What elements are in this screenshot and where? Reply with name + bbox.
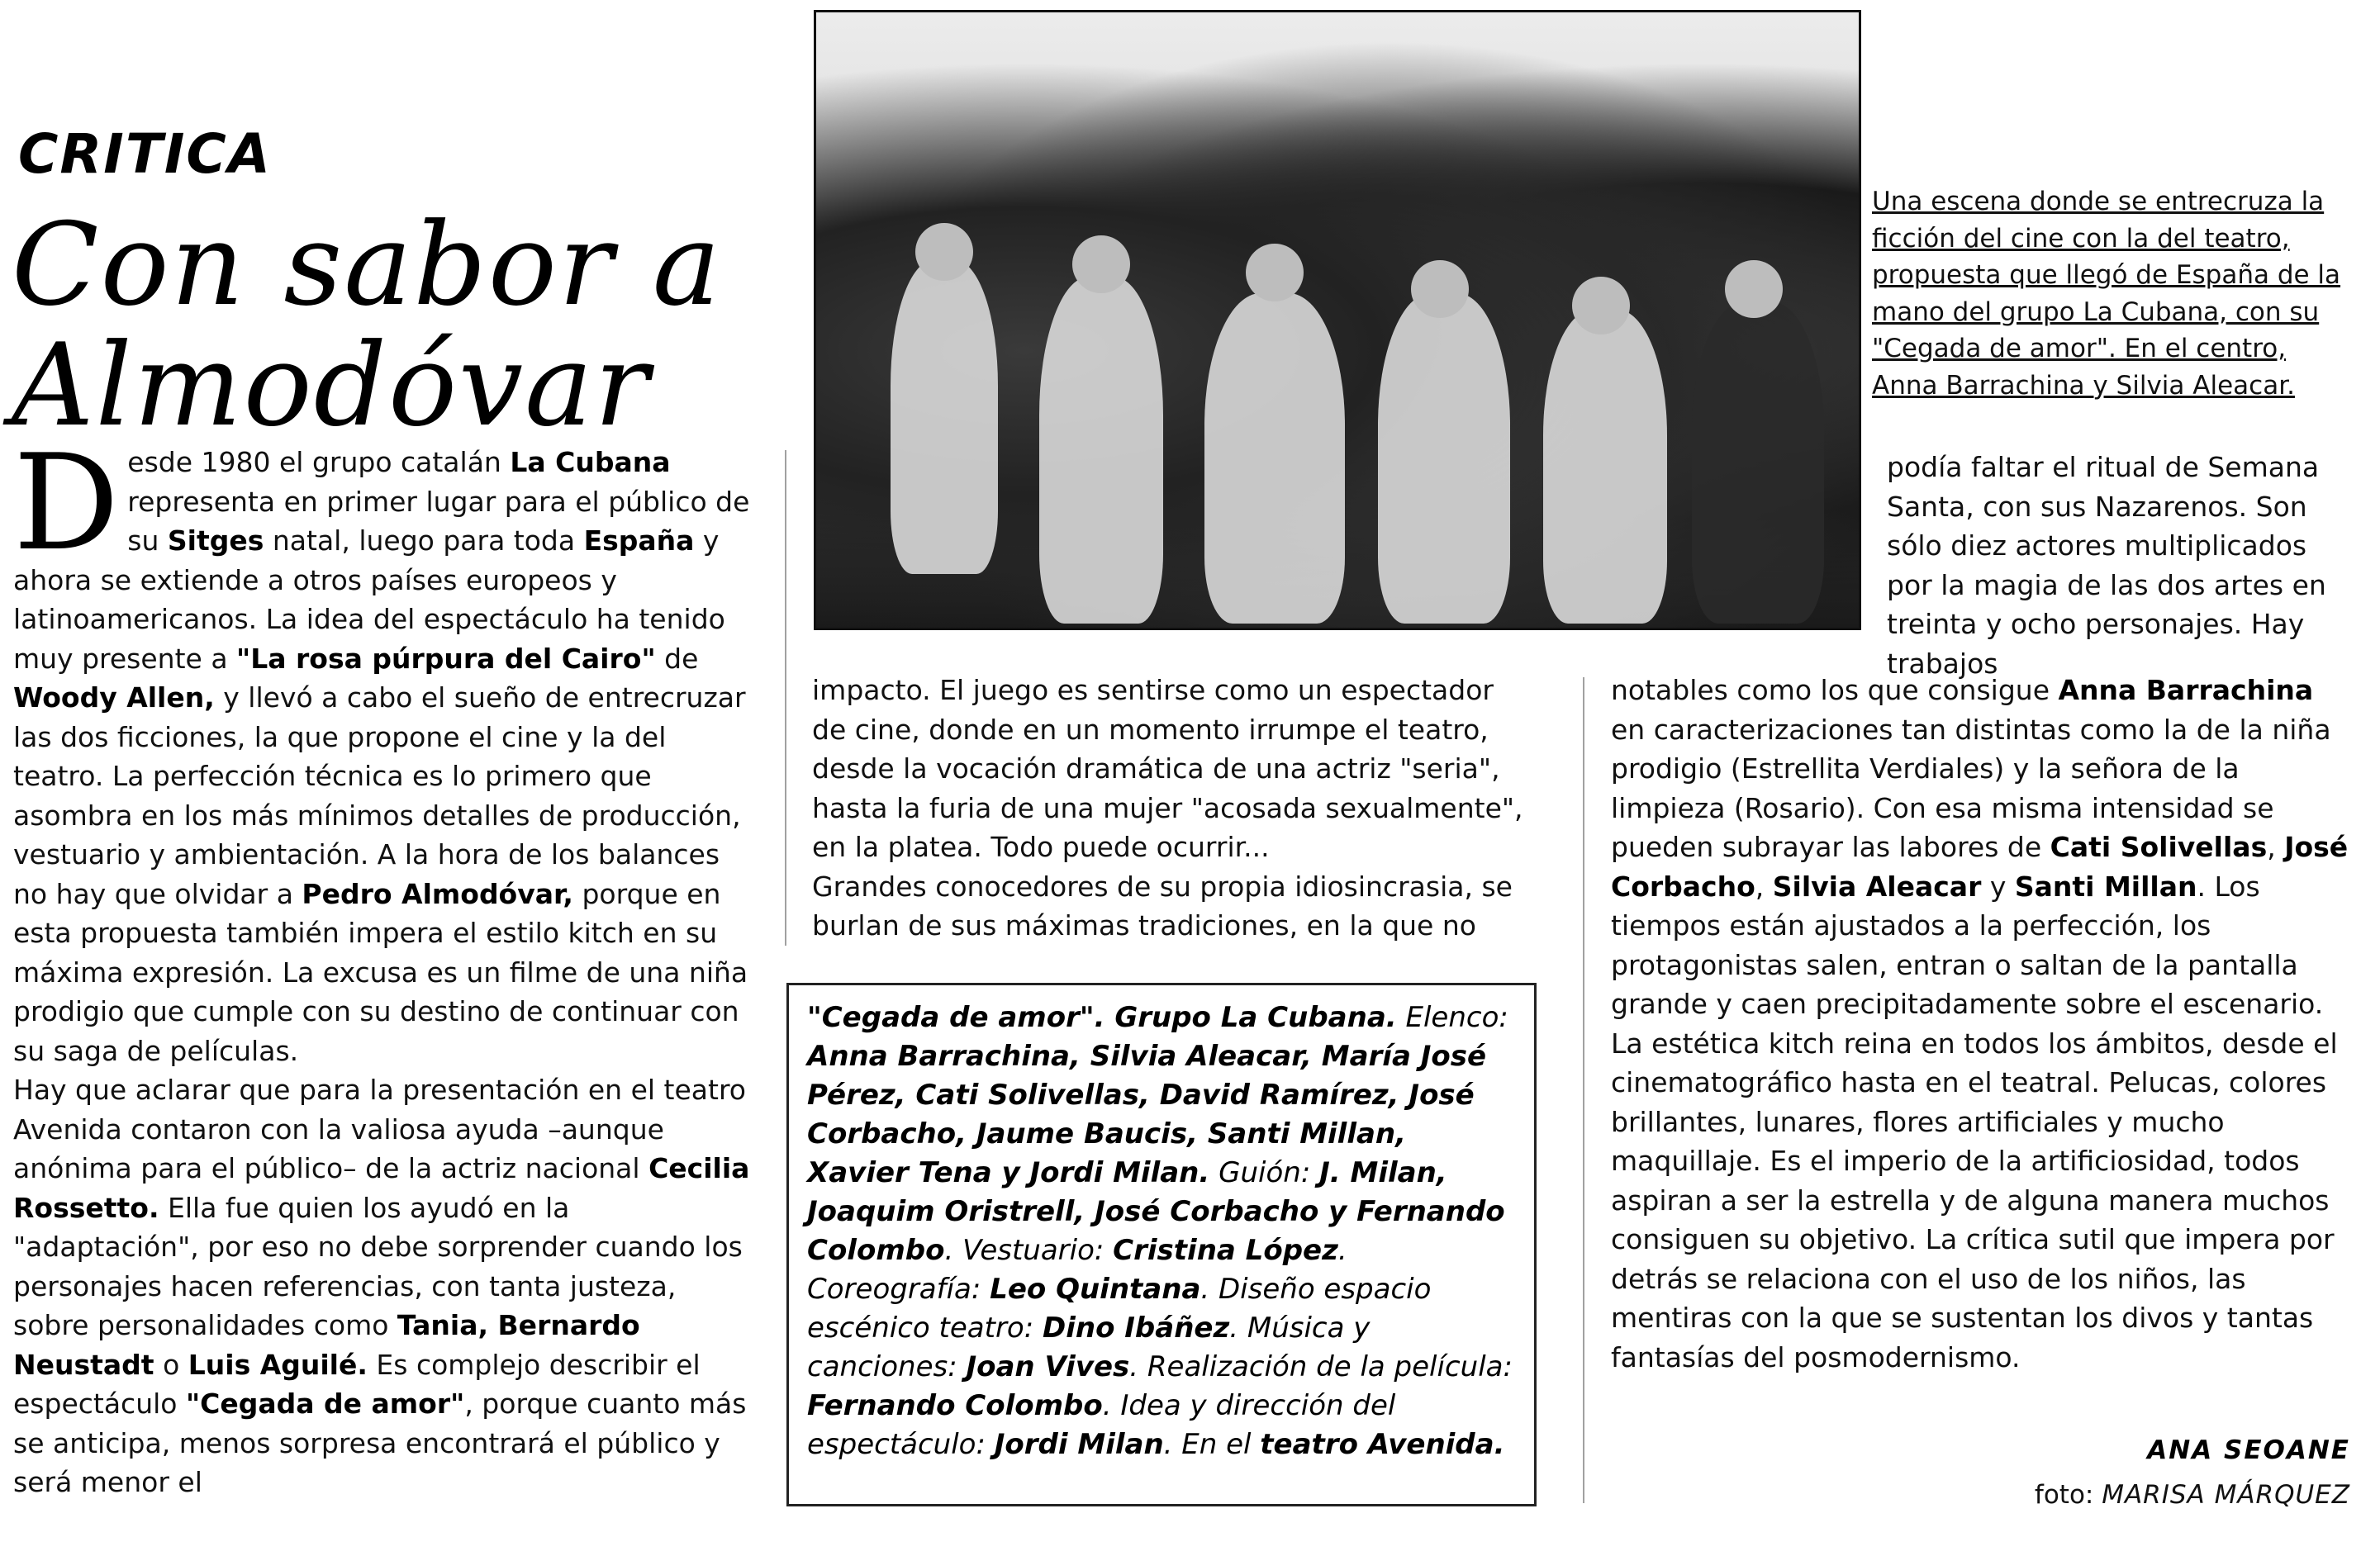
credits-label: . Vestuario: — [944, 1234, 1114, 1267]
performer-figure — [1692, 301, 1824, 624]
performer-head — [1072, 235, 1130, 293]
bold-run: Pedro Almodóvar, — [302, 877, 573, 910]
credits-text — [807, 999, 1516, 1464]
bold-run: Cecilia Rossetto. — [13, 1152, 750, 1224]
bold-run: Sitges — [167, 524, 264, 557]
bold-run: "La rosa púrpura del Cairo" — [236, 642, 656, 675]
credits-label: . Diseño espacio escénico teatro: — [807, 1273, 1432, 1345]
credits-value: Cristina López — [1113, 1234, 1338, 1267]
bold-run: Woody Allen, — [13, 681, 215, 714]
text-run: esde 1980 el grupo catalán — [127, 446, 511, 478]
column-rule — [1583, 677, 1584, 1503]
performer-head — [1725, 260, 1783, 318]
paragraph: impacto. El juego es sentirse como un espectador de cine, donde en un momento irrumpe el teatro, desde la vocación dramática de una actriz "seria", hasta la furia de una mujer "acosada sexualmente", en la platea. Todo puede ocurrir... — [812, 674, 1523, 863]
text-run: , porque cuanto más se anticipa, menos sorpresa encontrará el público y será menor el — [13, 1388, 747, 1498]
paragraph: Grandes conocedores de su propia idiosincrasia, se burlan de sus máximas tradiciones, en la que no — [812, 870, 1513, 942]
performer-figure — [891, 260, 998, 574]
author-byline: ANA SEOANE — [2147, 1435, 2350, 1465]
credits-value: Jordi Milan — [994, 1428, 1164, 1461]
text-run: Hay que aclarar que para la presentación en el teatro Avenida contaron con la valiosa ayuda –aunque anónima para el público– de la actriz nacional — [13, 1074, 746, 1184]
article-column-2 — [812, 671, 1531, 946]
bold-run: Tania, Bernardo Neustadt — [13, 1309, 640, 1381]
stage-photo — [814, 10, 1861, 630]
bold-run: La Cubana — [510, 446, 671, 478]
text-run: y ahora se extiende a otros países europeos y latinoamericanos. La idea del espectáculo ha tenido muy presente a — [13, 524, 725, 675]
bold-run: José Corbacho — [1611, 831, 2349, 903]
photo-credit — [1900, 1480, 2350, 1510]
performer-head — [1411, 260, 1469, 318]
article-column-1 — [13, 425, 757, 1502]
performer-head — [915, 223, 973, 281]
text-run: representa en primer lugar para el público de su — [127, 485, 750, 557]
text-run: notables como los que consigue — [1611, 674, 2059, 706]
credits-value: J. Milan, Joaquim Oristrell, José Corbacho y Fernando Colombo — [807, 1156, 1505, 1267]
credits-label: . Música y canciones: — [807, 1312, 1371, 1383]
performer-figure — [1204, 293, 1345, 624]
drop-cap: D — [13, 425, 120, 580]
credits-label: . En el — [1163, 1428, 1261, 1461]
column-rule — [785, 450, 786, 946]
credits-value: Fernando Colombo — [807, 1389, 1103, 1422]
bold-run: Cati Solivellas — [2050, 831, 2268, 863]
text-run: , — [2267, 831, 2285, 863]
credits-value: Anna Barrachina, Silvia Aleacar, María José Pérez, Cati Solivellas, David Ramírez, José Corbacho, Jaume Baucis, Santi Millan, Xavier Tena y Jordi Milan. — [807, 1040, 1487, 1189]
bold-run: Anna Barrachina — [2058, 674, 2314, 706]
text-run: en caracterizaciones tan distintas como la de la niña prodigio (Estrellita Verdiales) y la señora de la limpieza (Rosario). Con esa misma intensidad se pueden subrayar las labores de — [1611, 713, 2331, 863]
text-run: y — [1981, 870, 2015, 903]
performer-figure — [1378, 293, 1510, 624]
section-label: CRITICA — [18, 122, 272, 186]
photo-credit-label: foto: — [2034, 1480, 2102, 1510]
credits-title: "Cegada de amor". Grupo La Cubana. — [807, 1001, 1397, 1034]
credits-box — [786, 983, 1537, 1506]
bold-run: España — [583, 524, 695, 557]
credits-label: . Idea y dirección del espectáculo: — [807, 1389, 1396, 1461]
paragraph-2 — [13, 1070, 757, 1502]
text-run: Ella fue quien los ayudó en la "adaptación", por eso no debe sorprender cuando los personajes hacen referencias, con tanta justeza, sobre personalidades como — [13, 1191, 743, 1341]
performer-head — [1246, 244, 1304, 301]
bold-run: "Cegada de amor" — [185, 1388, 465, 1420]
photo-credit-name: MARISA MÁRQUEZ — [2102, 1480, 2350, 1510]
credits-value: teatro Avenida. — [1260, 1428, 1505, 1461]
photo-caption — [1872, 183, 2359, 404]
performer-head — [1572, 277, 1630, 334]
text-run: de — [655, 642, 699, 675]
text-run: y llevó a cabo el sueño de entrecruzar las dos ficciones, la que propone el cine y la del teatro. La perfección técnica es lo primero que asombra en los más mínimos detalles de producción, vestuario y ambientación. A la hora de los balances no hay que olvidar a — [13, 681, 746, 910]
paragraph-1 — [13, 425, 757, 1070]
credits-value: Joan Vives — [966, 1350, 1130, 1383]
paragraph — [1611, 671, 2354, 1377]
bold-run: Santi Millan — [2014, 870, 2197, 903]
performer-figure — [1039, 277, 1163, 624]
credits-label: . Coreografía: — [807, 1234, 1347, 1306]
text-run: Es complejo describir el espectáculo — [13, 1348, 701, 1420]
credits-label: . Realización de la película: — [1129, 1350, 1513, 1383]
article-column-continuation — [1887, 448, 2349, 683]
headline-line-2: Almodóvar — [12, 319, 651, 452]
credits-label: Guión: — [1219, 1156, 1320, 1189]
article-column-3 — [1611, 671, 2354, 1377]
bold-run: Silvia Aleacar — [1772, 870, 1982, 903]
headline-line-1: Con sabor a — [12, 198, 723, 331]
text-run: o — [154, 1348, 188, 1381]
credits-value: Leo Quintana — [990, 1273, 1201, 1306]
text-run: , — [1755, 870, 1773, 903]
performer-figure — [1543, 310, 1667, 624]
text-run: natal, luego para toda — [264, 524, 584, 557]
caption-text: Una escena donde se entrecruza la ficción del cine con la del teatro, propuesta que llegó de España de la mano del grupo La Cubana, con su "Cegada de amor". En el centro, Anna Barrachina y Silvia Aleacar. — [1872, 187, 2341, 401]
text-run: . Los tiempos están ajustados a la perfección, los protagonistas salen, entran o saltan de la pantalla grande y caen precipitadamente sobre el escenario. La estética kitch reina en todos los ámbitos, desde el cinematográfico hasta en el teatral. Pelucas, colores brillantes, lunares, flores artificiales y mucho maquillaje. Es el imperio de la artificiosidad, todos aspiran a ser la estrella y de alguna manera muchos consiguen su objetivo. La crítica sutil que impera por detrás se relaciona con el uso de los niños, las mentiras con la que se sustentan los divos y tantas fantasías del posmodernismo. — [1611, 870, 2338, 1373]
text-run: porque en esta propuesta también impera el estilo kitch en su máxima expresión. La excusa es un filme de una niña prodigio que cumple con su destino de continuar con su saga de películas. — [13, 877, 748, 1067]
bold-run: Luis Aguilé. — [188, 1348, 368, 1381]
paragraph: podía faltar el ritual de Semana Santa, con sus Nazarenos. Son sólo diez actores multiplicados por la magia de las dos artes en treinta y ocho personajes. Hay trabajos — [1887, 451, 2326, 680]
headline — [12, 198, 723, 452]
credits-label: Elenco: — [1405, 1001, 1508, 1034]
credits-value: Dino Ibáñez — [1043, 1312, 1230, 1345]
